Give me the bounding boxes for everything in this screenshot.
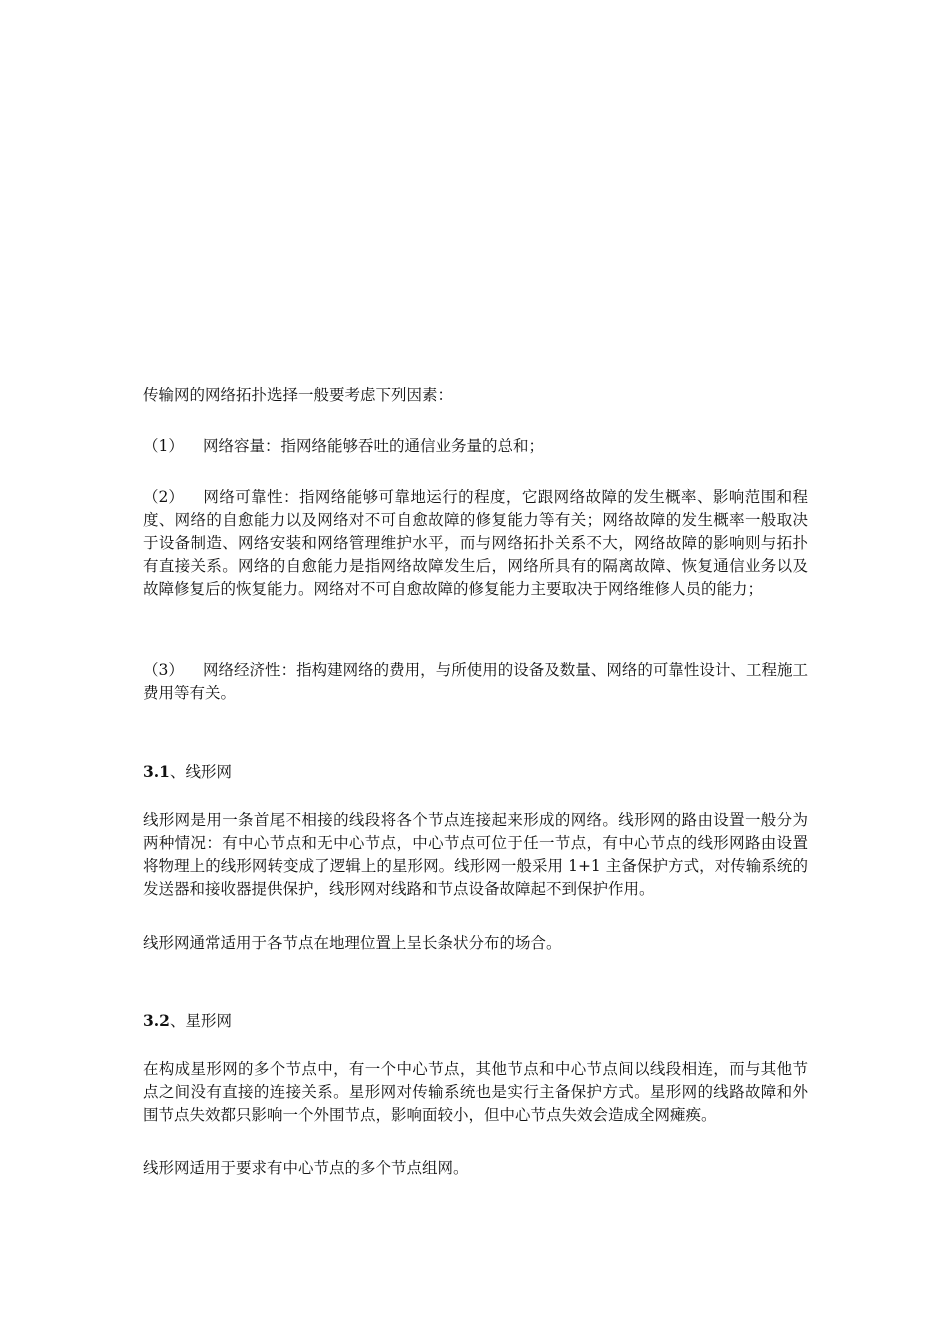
section-number: 3.2 <box>143 1011 170 1030</box>
section-title: 、线形网 <box>169 763 232 781</box>
factor-number: （3） <box>143 661 184 679</box>
section-3-1-paragraph-1: 线形网是用一条首尾不相接的线段将各个节点连接起来形成的网络。线形网的路由设置一般分为两种情况：有中心节点和无中心节点，中心节点可位于任一节点，有中心节点的线形网路由设置将物理上的线形网转变成了逻辑上的星形网。线形网一般采用 1+1 主备保护方式，对传输系统的发送器和接收器提供保护，线形网对线路和节点设备故障起不到保护作用。 <box>143 811 808 898</box>
factor-text: 网络可靠性：指网络能够可靠地运行的程度，它跟网络故障的发生概率、影响范围和程度、网络的自愈能力以及网络对不可自愈故障的修复能力等有关；网络故障的发生概率一般取决于设备制造、网络安装和网络管理维护水平，而与网络拓扑关系不大，网络故障的影响则与拓扑有直接关系。网络的自愈能力是指网络故障发生后，网络所具有的隔离故障、恢复通信业务以及故障修复后的恢复能力。网络对不可自愈故障的修复能力主要取决于网络维修人员的能力； <box>143 488 808 598</box>
factor-number: （2） <box>143 488 184 506</box>
factor-number: （1） <box>143 437 184 455</box>
factor-text: 网络容量：指网络能够吞吐的通信业务量的总和； <box>203 437 545 455</box>
intro-paragraph: 传输网的网络拓扑选择一般要考虑下列因素： <box>143 386 454 404</box>
section-number: 3.1 <box>143 762 170 781</box>
section-title: 、星形网 <box>169 1012 232 1030</box>
section-heading-3-2 <box>143 1009 808 1033</box>
factor-item-3 <box>143 659 808 705</box>
section-heading-3-1 <box>143 760 808 784</box>
section-3-2-paragraph-1: 在构成星形网的多个节点中，有一个中心节点，其他节点和中心节点间以线段相连，而与其他节点之间没有直接的连接关系。星形网对传输系统也是实行主备保护方式。星形网的线路故障和外围节点失效都只影响一个外围节点，影响面较小，但中心节点失效会造成全网瘫痪。 <box>143 1060 808 1124</box>
section-3-2-paragraph-2: 线形网适用于要求有中心节点的多个节点组网。 <box>143 1159 469 1177</box>
factor-item-1 <box>143 435 808 458</box>
factor-item-2 <box>143 486 808 601</box>
section-3-1-paragraph-2: 线形网通常适用于各节点在地理位置上呈长条状分布的场合。 <box>143 934 562 952</box>
factor-text: 网络经济性：指构建网络的费用，与所使用的设备及数量、网络的可靠性设计、工程施工费用等有关。 <box>143 661 808 702</box>
